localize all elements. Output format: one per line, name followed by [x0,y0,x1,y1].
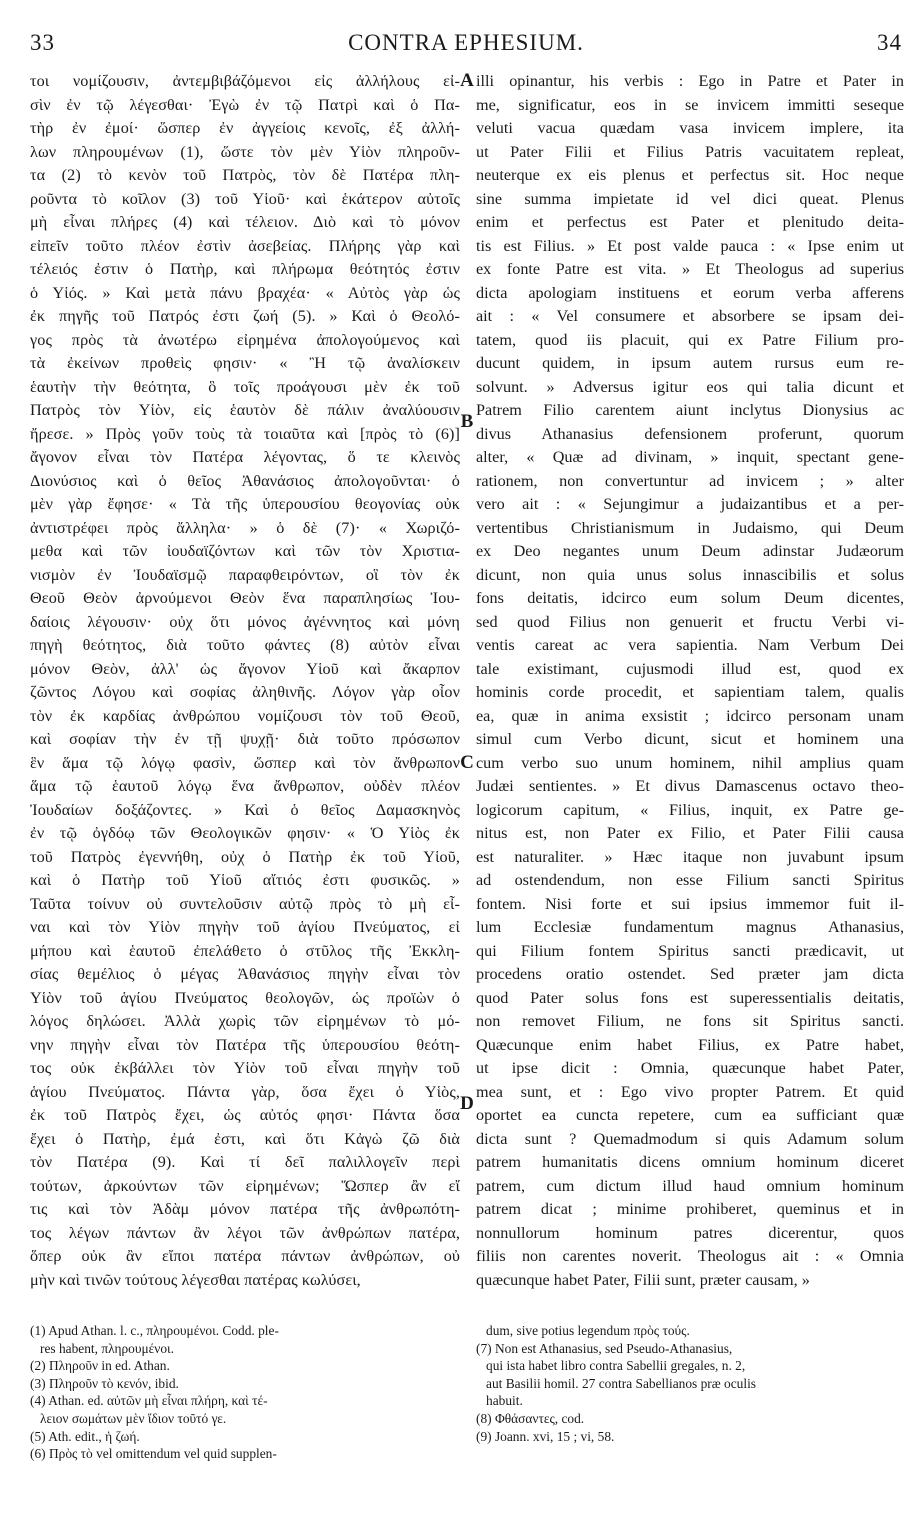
greek-text-line: μόνον Θεὸν, ἀλλ' ὡς ἄγονον Υἱοῦ καὶ ἄκαρπον [30,659,460,678]
greek-text-line: τος οὐκ ἐκβάλλει τὸν Υἱὸν τοῦ εἶναι πηγὴν τοῦ [30,1059,460,1077]
greek-text-line: λων πληρουμένων (1), ὥστε τὸν μὲν Υἱὸν πληροῦν- [30,142,460,161]
latin-text-line: mea sunt, et : Ego vivo propter Patrem. Et quid [476,1082,904,1101]
page-number-right: 34 [877,30,902,55]
latin-text-line: ad ostendendum, non esse Filium sancti Spiritus [476,871,904,889]
greek-text-line: τὸν Πατέρα (9). Καὶ τί δεῖ παλιλλογεῖν περὶ [30,1153,460,1171]
latin-text-line: quod Pater solus fons est superessentialis deitatis, [476,988,904,1007]
latin-text-line: enim et perfectus est Pater et plenitudo deita- [476,213,904,231]
greek-text-line: τὰ ἐκείνων προθεὶς φησιν· « Ἢ τῷ ἀναλίσκειν [30,354,460,372]
footnote-line: (2) Πληροῦν in ed. Athan. [30,1358,170,1374]
latin-text-line: tale existimant, cujusmodi illud est, quod ex [476,659,904,678]
footnote-line: res habent, πληρουμένοι. [40,1340,174,1356]
greek-text-line: εἰπεῖν τοῦτο πλέον ἐστὶν ἀσεβείας. Πλήρης γὰρ καὶ [30,236,460,255]
latin-text-line: lum Ecclesiæ fundamentum magnus Athanasius, [476,918,904,936]
latin-text-line: alter, « Quæ ad divinam, » inquit, spectant gene- [476,448,904,466]
greek-text-line: μὴν καὶ τινῶν τούτους λέγεσθαι πατέρας κωλύσει, [30,1270,361,1289]
greek-text-line: τοι νομίζουσιν, ἀντεμβιβάζόμενοι εἰς ἀλλήλους εἰ- [30,72,460,90]
greek-text-line: Υἱὸν τοῦ ἁγίου Πνεύματος θεολογῶν, ὡς προϊὼν ὁ [30,988,460,1007]
latin-text-line: ea, quæ in anima exsistit ; idcirco personam unam [476,706,904,725]
latin-text-line: fons deitatis, idcirco eum solum Deum dicentes, [476,589,904,607]
footnote-line: aut Basilii homil. 27 contra Sabellianos præ oculis [486,1375,757,1391]
latin-text-line: simul cum Verbo dicunt, sicut et hominem una [476,730,904,748]
running-title: CONTRA EPHESIUM. [348,30,584,55]
footnote-line: (4) Athan. ed. αὐτῶν μὴ εἶναι πλήρη, καὶ τέ- [30,1393,268,1409]
greek-text-line: Ἰουδαίων δοξάζοντες. » Καὶ ὁ θεῖος Δαμασκηνὸς [30,800,460,819]
latin-text-line: non removet Filium, ne fons sit Spiritus sancti. [476,1012,904,1030]
greek-text-line: μεθα καὶ τῶν ἰουδαϊζόντων καὶ τῶν τὸν Χριστια- [30,542,460,560]
footnote-line: (1) Apud Athan. l. c., πληρουμένοι. Codd. ple- [30,1323,279,1338]
latin-text-line: sine summa impietate id vel dici queat. Plenus [476,189,904,208]
latin-text-line: ex Deo negantes unum Deum adinstar Judæorum [476,542,904,560]
greek-text-line: τα (2) τὸ κενὸν τοῦ Πατρὸς, τὸν δὲ Πατέρα πλη- [30,166,460,184]
footnote-line: λειον σωμάτων μὲν ἴδιον τοῦτό γε. [40,1410,227,1426]
latin-text-line: filiis non carentes noverit. Theologus ait : « Omnia [476,1247,904,1265]
greek-text-line: ἅμα τῷ ἑαυτοῦ λόγῳ ἕνα ἄνθρωπον, οὐδὲν πλέον [30,777,460,795]
margin-letter-d: D [460,1093,474,1114]
running-header [30,30,902,64]
footnote-line: (7) Non est Athanasius, sed Pseudo-Athanasius, [476,1340,733,1356]
latin-text-line: procedens oratio ostendet. Sed præter jam dicta [476,965,904,983]
greek-text-line: ἐκ πηγῆς τοῦ Πατρός ἐστι ζωή (5). » Καὶ ὁ Θεολό- [30,307,460,325]
latin-text-line: qui Filium fontem Spiritus sancti prædicavit, ut [476,941,904,960]
greek-text-line: μήπου καὶ ἑαυτοῦ ἐπελάθετο ὁ στῦλος τῆς Ἐκκλη- [30,941,460,960]
latin-text-line: Judæi sentientes. » Et divus Damascenus octavo theo- [476,777,904,795]
footnote-line: (3) Πληροῦν τὸ κενόν, ibid. [30,1375,179,1391]
footnote-line: (8) Φθάσαντες, cod. [476,1410,585,1426]
greek-text-line: ἑαυτὴν τὴν θεότητα, ὃ τοῖς προάγουσι μὲν ἐκ τοῦ [30,377,460,396]
footnotes-right [476,1322,904,1445]
greek-text-line: τὴρ ἐν ἐμοί· ὥσπερ ἐν ἀγγείοις κενοῖς, ἐξ ἀλλή- [30,119,460,137]
greek-text-line: Θεοῦ Θεὸν ἀρνούμενοι Θεὸν ἕνα παραπλησίως Ἰου- [30,589,460,607]
greek-text-line: καὶ σοφίαν τὴν ἐν τῇ ψυχῇ· διὰ τοῦτο πρόσωπον [30,730,460,748]
greek-text-line: λόγος δηλώσει. Ἀλλὰ χωρὶς τῶν εἰρημένων τὸ μό- [30,1012,460,1030]
greek-text-line: πηγὴ θεότητος, διὰ τοῦτο φάντες (8) αὐτὸν εἶναι [30,636,460,654]
latin-text-line: dicunt, non quia unus solus innascibilis et solus [476,565,904,584]
latin-text-line: est naturaliter. » Hæc itaque non juvabunt ipsum [476,847,904,866]
greek-text-line: δαίοις λέγουσιν· οὐχ ὅτι μόνος ἀγέννητος καὶ μόνη [30,612,460,631]
greek-text-line: τέλειός ἐστιν ὁ Πατὴρ, καὶ πλήρωμα θεότητός ἐστιν [30,260,460,278]
greek-text-line: σίας θεμέλιος ὁ μέγας Ἀθανάσιος πηγὴν εἶναι τὸν [30,965,460,983]
greek-text-line: καὶ ὁ Πατὴρ τοῦ Υἱοῦ αἴτιός ἐστι φυσικῶς. » [30,871,460,889]
latin-text-line: hominis corde procedit, et sapientiam talem, qualis [476,683,904,701]
latin-text-line: patrem humanitatis dicens omnium hominum diceret [476,1153,904,1171]
greek-text-line: τὸν ἐκ καρδίας ἀνθρώπου νομίζουσι τὸν τοῦ Θεοῦ, [30,706,460,725]
greek-text-line: Ταῦτα τοίνυν οὐ συντελοῦσιν αὐτῷ πρὸς τὸ μὴ εἶ- [30,894,460,913]
greek-text-line: ἐν τῷ ὀγδόῳ τῶν Θεολογικῶν φησιν· « Ὁ Υἱὸς ἐκ [30,824,460,842]
footnote-line: (5) Ath. edit., ἡ ζωή. [30,1428,140,1444]
footnotes-left [30,1322,460,1463]
latin-text-column [476,70,904,1292]
greek-text-line: Διονύσιος καὶ ὁ θεῖος Ἀθανάσιος ἀπολογοῦνται· ὁ [30,471,460,490]
latin-text-line: nitus est, non Pater ex Filio, et Pater Filii causa [476,824,904,842]
greek-text-line: γος πρὸς τὰ ἀνωτέρω εἰρημένα ἀπολογούμενος καὶ [30,330,460,349]
latin-text-line: neuterque ex eis plenus et perfectus sit. Hoc neque [476,166,904,184]
latin-text-line: dicta sunt ? Quemadmodum si quis Adamum solum [476,1129,904,1148]
greek-text-line: ἄγονον εἶναι τὸν Πατέρα λέγοντας, ὅ τε κλεινὸς [30,448,460,466]
footnote-line: habuit. [486,1393,523,1409]
latin-text-line: logicorum capitum, « Filius, inquit, ex Patre ge- [476,800,904,819]
latin-text-line: ducunt quidem, in ipsum autem rursus eum re- [476,354,904,372]
latin-text-line: tis est Filius. » Et post valde pauca : « Ipse enim ut [476,236,904,255]
greek-text-line: ζῶντος Λόγου καὶ σοφίας ἀληθινῆς. Λόγον γὰρ οἷον [30,683,460,701]
latin-text-line: oportet ea cuncta repetere, cum ea sufficiant quæ [476,1106,904,1124]
margin-letter-a: A [460,70,474,91]
latin-text-line: ex fonte Patre est vita. » Et Theologus ad superius [476,260,904,278]
latin-text-line: fontem. Nisi forte et sui ipsius immemor fuit il- [476,894,904,913]
latin-text-line: me, significatur, eos in se invicem immitti seseque [476,95,904,114]
footnote-line: dum, sive potius legendum πρὸς τούς. [486,1323,690,1338]
greek-text-line: τούτων, ἀρκούντων τῶν εἰρημένων; Ὥσπερ ἂν εἴ [30,1176,460,1195]
latin-text-line: divus Athanasius defensionem proferunt, quorum [476,424,904,443]
margin-letter-c: C [460,752,474,773]
greek-text-line: ἔχει ὁ Πατὴρ, ἐμά ἐστι, καὶ ὅτι Κἀγὼ ζῶ διὰ [30,1129,460,1148]
latin-text-line: ventis careat ac vera sapientia. Nam Verbum Dei [476,636,904,654]
latin-text-line: patrem dicat ; minime prohiberet, queminus et in [476,1200,904,1218]
greek-text-line: ναι καὶ τὸν Υἱὸν πηγὴν τοῦ ἁγίου Πνεύματος, εἰ [30,918,460,936]
latin-text-line: ut Pater Filii et Filius Patris vacuitatem repleat, [476,142,904,161]
greek-text-line: ροῦντα τὸ κοῖλον (3) τοῦ Υἱοῦ· καὶ ἑκάτερον αὐτοῖς [30,189,460,208]
page-number-left: 33 [30,30,55,55]
greek-text-line: ἤρεσε. » Πρὸς γοῦν τοὺς τὰ τοιαῦτα καὶ [πρὸς τὸ (6)] [30,424,460,443]
margin-letter-b: B [460,411,474,432]
latin-text-line: tatem, quod iis placuit, qui ex Patre Filium pro- [476,330,904,349]
footnote-line: (6) Πρὸς τὸ vel omittendum vel quid supplen- [30,1446,277,1462]
greek-text-line: τις καὶ τὸν Ἀδὰμ μόνον πατέρα τῆς ἀνθρωπότη- [30,1200,460,1218]
latin-text-line: solvunt. » Adversus igitur eos qui talia dicunt et [476,377,904,396]
greek-text-line: ἀντιστρέφει πρὸς ἄλληλα· » ὁ δὲ (7)· « Χωριζό- [30,518,460,537]
latin-text-line: nonnullorum hominum patres dicerentur, quos [476,1223,904,1242]
greek-text-line: νην πηγὴν εἶναι τὸν Πατέρα τῆς ὑπερουσίου θεότη- [30,1035,460,1054]
greek-text-line: μὲν γὰρ ἔφησε· « Τὰ τῆς ὑπερουσίου θεογονίας οὐκ [30,495,460,513]
latin-text-line: cum verbo suo unum hominem, nihil amplius quam [476,753,904,772]
latin-text-line: illi opinantur, his verbis : Ego in Patre et Pater in [476,72,904,90]
greek-text-line: τος λέγων πάντων ἂν λέγοι τῶν ἀνθρώπων πατέρα, [30,1223,460,1242]
greek-text-line: Πατρὸς τὸν Υἱὸν, εἰς ἑαυτὸν δὲ πάλιν ἀναλύουσιν [30,401,460,419]
greek-text-line: μὴ εἶναι πλήρες (4) καὶ τέλειον. Διὸ καὶ τὸ μόνον [30,213,460,231]
latin-text-line: dicta apologiam instituens et eorum verba afferens [476,283,904,302]
latin-text-line: sed quod Filius non genuerit et fructu Verbi vi- [476,612,904,631]
latin-text-line: veluti vacua quædam vasa invicem implere, ita [476,119,904,137]
footnote-line: qui ista habet libro contra Sabellii gregales, n. 2, [486,1358,746,1374]
greek-text-line: σὶν ἐν τῷ λέγεσθαι· Ἐγὼ ἐν τῷ Πατρὶ καὶ ὁ Πα- [30,95,460,114]
greek-text-line: ἐκ τοῦ Πατρὸς ἔχει, ὡς αὐτός φησι· Πάντα ὅσα [30,1106,460,1124]
greek-text-line: ἁγίου Πνεύματος. Πάντα γὰρ, ὅσα ἔχει ὁ Υἱὸς, [30,1082,460,1101]
latin-text-line: patrem, cum dictum illud haud omnium hominum [476,1176,904,1195]
greek-text-line: νισμὸν ἐν Ἰουδαϊσμῷ παραφθειρόντων, οἳ τὸν ἐκ [30,565,460,584]
latin-text-line: quæcunque habet Pater, Filii sunt, præter causam, » [476,1270,810,1289]
latin-text-line: ut ipse dicit : Omnia, quæcunque habet Pater, [476,1059,904,1077]
greek-text-line: ἓν ἅμα τῷ λόγῳ φασὶν, ὥσπερ καὶ τὸν ἄνθρωπον [30,753,460,772]
latin-text-line: vero ait : « Sejungimur a judaizantibus et a per- [476,495,904,513]
greek-text-line: ὅπερ οὐκ ἂν εἴποι πατέρα πάντων ἀνθρώπων, οὐ [30,1247,460,1265]
latin-text-line: Quæcunque enim habet Filius, ex Patre habet, [476,1035,904,1054]
greek-text-line: ὁ Υἱός. » Καὶ μετὰ πάνυ βραχέα· « Αὐτὸς γὰρ ὡς [30,283,460,302]
latin-text-line: Patrem Filio carentem aiunt inclytus Dionysius ac [476,401,904,419]
latin-text-line: ait : « Vel consumere et absorbere se ipsam dei- [476,307,904,325]
latin-text-line: rationem, non convertuntur ad invicem ; » alter [476,471,904,490]
latin-text-line: vertentibus Christianismum in Judaismo, qui Deum [476,518,904,537]
greek-text-line: τοῦ Πατρὸς ἐγεννήθη, οὐχ ὁ Πατὴρ ἐκ τοῦ Υἱοῦ, [30,847,460,866]
greek-text-column [30,70,460,1292]
footnote-line: (9) Joann. xvi, 15 ; vi, 58. [476,1428,615,1444]
